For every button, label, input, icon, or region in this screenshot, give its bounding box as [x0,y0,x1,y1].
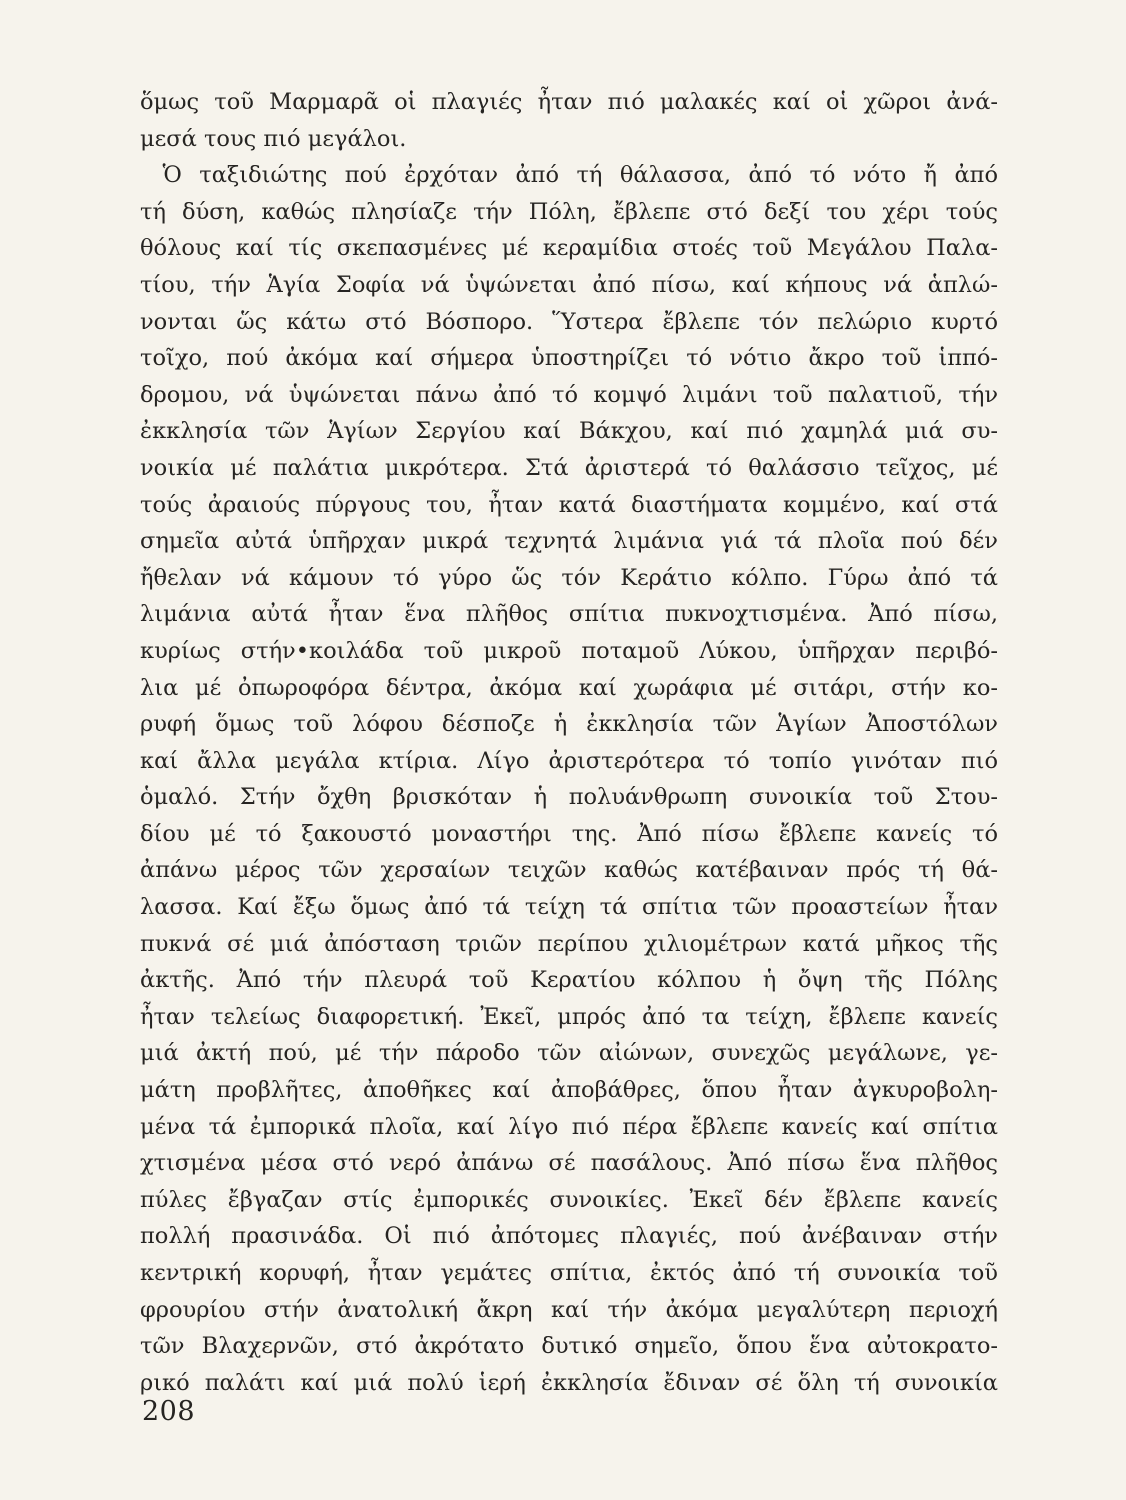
text-line: σημεῖα αὐτά ὑπῆρχαν μικρά τεχνητά λιμάνια γιά τά πλοῖα πού δέν [140,528,998,555]
text-line: ἀπάνω μέρος τῶν χερσαίων τειχῶν καθώς κατέβαιναν πρός τή θά- [140,857,998,884]
text-line: λιμάνια αὐτά ἦταν ἕνα πλῆθος σπίτια πυκνοχτισμένα. Ἀπό πίσω, [140,601,998,628]
text-line: ἤθελαν νά κάμουν τό γύρο ὥς τόν Κεράτιο κόλπο. Γύρω ἀπό τά [140,564,998,591]
text-line: νοικία μέ παλάτια μικρότερα. Στά ἀριστερά τό θαλάσσιο τεῖχος, μέ [140,454,998,481]
text-line: νονται ὥς κάτω στό Βόσπορο. Ὕστερα ἔβλεπε τόν πελώριο κυρτό [140,308,998,335]
text-line: μεσά τους πιό μεγάλοι. [140,125,407,152]
text-line: πολλή πρασινάδα. Οἱ πιό ἀπότομες πλαγιές, πού ἀνέβαιναν στήν [140,1223,998,1250]
text-line: ἐκκλησία τῶν Ἁγίων Σεργίου καί Βάκχου, καί πιό χαμηλά μιά συ- [140,418,998,445]
text-line: ρυφή ὅμως τοῦ λόφου δέσποζε ἡ ἐκκλησία τῶν Ἁγίων Ἀποστόλων [140,711,998,738]
text-line: πύλες ἔβγαζαν στίς ἐμπορικές συνοικίες. Ἐκεῖ δέν ἔβλεπε κανείς [140,1186,998,1213]
text-line: μάτη προβλῆτες, ἀποθῆκες καί ἀποβάθρες, ὅπου ἦταν ἀγκυροβολη- [140,1077,998,1104]
text-line: ἦταν τελείως διαφορετική. Ἐκεῖ, μπρός ἀπό τα τείχη, ἔβλεπε κανείς [140,1003,998,1030]
text-line: λια μέ ὀπωροφόρα δέντρα, ἀκόμα καί χωράφια μέ σιτάρι, στήν κο- [140,674,998,701]
text-line: ὅμως τοῦ Μαρμαρᾶ οἱ πλαγιές ἦταν πιό μαλακές καί οἱ χῶροι ἀνά- [140,89,998,115]
text-line: Ὁ ταξιδιώτης πού ἐρχόταν ἀπό τή θάλασσα, ἀπό τό νότο ἤ ἀπό [162,162,998,189]
text-line: μένα τά ἐμπορικά πλοῖα, καί λίγο πιό πέρα ἔβλεπε κανείς καί σπίτια [140,1113,998,1140]
text-line: δρομου, νά ὑψώνεται πάνω ἀπό τό κομψό λιμάνι τοῦ παλατιοῦ, τήν [140,381,998,408]
text-line: κυρίως στήν•κοιλάδα τοῦ μικροῦ ποταμοῦ Λύκου, ὑπῆρχαν περιβό- [140,637,998,664]
text-line: τίου, τήν Ἁγία Σοφία νά ὑψώνεται ἀπό πίσω, καί κήπους νά ἁπλώ- [140,271,998,298]
text-line: τούς ἀραιούς πύργους του, ἦταν κατά διαστήματα κομμένο, καί στά [140,491,998,518]
text-line: λασσα. Καί ἔξω ὅμως ἀπό τά τείχη τά σπίτια τῶν προαστείων ἦταν [140,894,998,921]
text-line: κεντρική κορυφή, ἦταν γεμάτες σπίτια, ἐκτός ἀπό τή συνοικία τοῦ [140,1260,998,1286]
text-line: τοῖχο, πού ἀκόμα καί σήμερα ὑποστηρίζει τό νότιο ἄκρο τοῦ ἱππό- [140,345,998,372]
page-number: 208 [142,1396,196,1427]
text-line: πυκνά σέ μιά ἀπόσταση τριῶν περίπου χιλιομέτρων κατά μῆκος τῆς [140,930,998,957]
text-line: ρικό παλάτι καί μιά πολύ ἱερή ἐκκλησία ἔδιναν σέ ὅλη τή συνοικία [140,1369,998,1396]
text-line: τῶν Βλαχερνῶν, στό ἀκρότατο δυτικό σημεῖο, ὅπου ἕνα αὐτοκρατο- [140,1333,998,1360]
text-line: φρουρίου στήν ἀνατολική ἄκρη καί τήν ἀκόμα μεγαλύτερη περιοχή [140,1296,998,1323]
text-line: μιά ἀκτή πού, μέ τήν πάροδο τῶν αἰώνων, συνεχῶς μεγάλωνε, γε- [140,1040,998,1067]
body-text [140,84,998,1401]
text-line: δίου μέ τό ξακουστό μοναστήρι της. Ἀπό πίσω ἔβλεπε κανείς τό [140,820,998,847]
text-line: θόλους καί τίς σκεπασμένες μέ κεραμίδια στοές τοῦ Μεγάλου Παλα- [140,235,998,262]
text-line: καί ἄλλα μεγάλα κτίρια. Λίγο ἀριστερότερα τό τοπίο γινόταν πιό [140,747,998,774]
text-line: χτισμένα μέσα στό νερό ἀπάνω σέ πασάλους. Ἀπό πίσω ἕνα πλῆθος [140,1150,998,1177]
text-line: ὁμαλό. Στήν ὄχθη βρισκόταν ἡ πολυάνθρωπη συνοικία τοῦ Στου- [140,784,998,811]
text-line: τή δύση, καθώς πλησίαζε τήν Πόλη, ἔβλεπε στό δεξί του χέρι τούς [140,198,998,225]
text-line: ἀκτῆς. Ἀπό τήν πλευρά τοῦ Κερατίου κόλπου ἡ ὄψη τῆς Πόλης [140,967,998,994]
